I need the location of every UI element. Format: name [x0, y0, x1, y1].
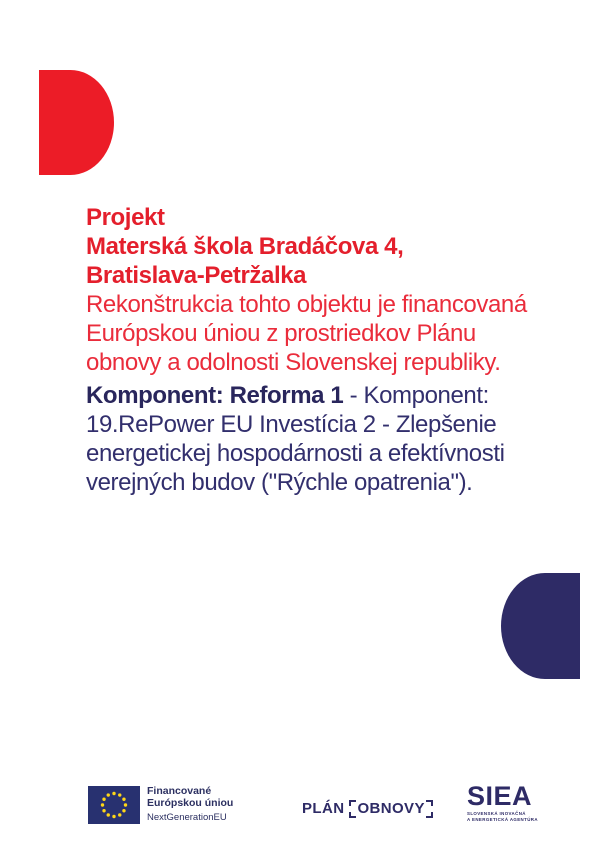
siea-wordmark: SIEA [467, 781, 533, 811]
right-bracket-icon [427, 800, 433, 818]
project-info-text [86, 203, 556, 497]
left-bracket-icon [349, 800, 355, 818]
funding-statement-line: obnovy a odolnosti Slovenskej republiky. [86, 349, 501, 376]
eu-flag-icon [88, 786, 140, 824]
eu-program-name: NextGenerationEU [147, 812, 227, 823]
eu-funding-line1: Financované [147, 785, 212, 797]
component-description [86, 381, 556, 497]
component-line: verejných budov ("Rýchle opatrenia"). [86, 469, 473, 496]
siea-tagline-line2: A ENERGETICKÁ AGENTÚRA [467, 817, 538, 822]
project-label: Projekt [86, 204, 165, 231]
plan-obnovy-word2: OBNOVY [357, 800, 425, 817]
siea-tagline-line1: SLOVENSKÁ INOVAČNÁ [467, 811, 526, 816]
navy-halfdisc-decoration [501, 573, 580, 679]
eu-funding-logo [88, 786, 233, 824]
component-line: 19.RePower EU Investícia 2 - Zlepšenie [86, 411, 497, 438]
project-city-line: Bratislava-Petržalka [86, 262, 307, 289]
plan-obnovy-logo [302, 799, 433, 818]
funding-statement-line: Rekonštrukcia tohto objektu je financovaná [86, 291, 527, 318]
component-line: energetickej hospodárnosti a efektívnosti [86, 440, 505, 467]
eu-funding-line2: Európskou úniou [147, 796, 234, 809]
red-halfdisc-decoration [39, 70, 114, 175]
siea-logo [467, 783, 538, 822]
component-line [86, 381, 556, 410]
component-line-rest: - Komponent: [343, 382, 489, 409]
plan-obnovy-word1: PLÁN [302, 800, 345, 817]
component-title: Komponent: Reforma 1 [86, 382, 344, 409]
funding-statement-line: Európskou úniou z prostriedkov Plánu [86, 320, 476, 347]
eu-funding-text [147, 786, 233, 824]
project-name-line: Materská škola Bradáčova 4, [86, 233, 404, 260]
